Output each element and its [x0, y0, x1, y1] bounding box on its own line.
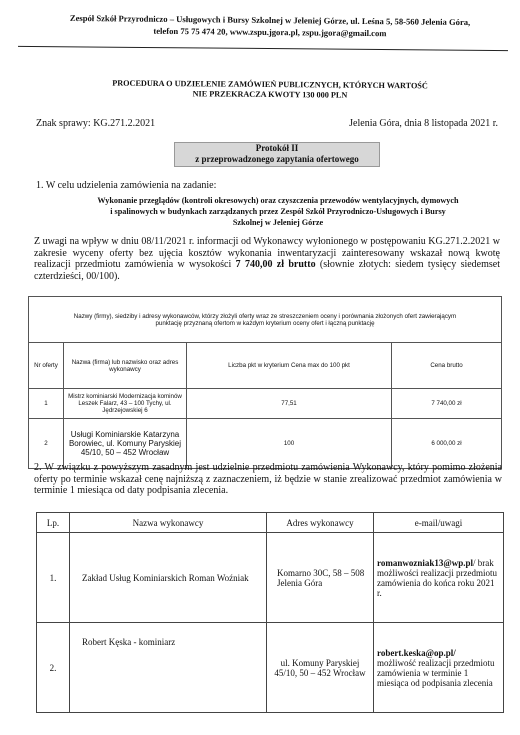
paragraph-amount-words: (słownie złotych: siedem tysięcy siedemset czterdzieści, 00/100).	[34, 259, 501, 282]
contractor-address: Komarno 30C, 58 – 508 Jelenia Góra	[267, 533, 374, 623]
section-1-paragraph	[34, 236, 500, 282]
contractors-header-lp: Lp.	[37, 513, 70, 533]
offer-nr: 2	[29, 419, 64, 469]
contractor-address: ul. Komuny Paryskiej 45/10, 50 – 452 Wrocław	[267, 623, 374, 713]
contractor-name: Zakład Usług Kominiarskich Roman Woźniak	[70, 533, 267, 623]
table-row	[37, 533, 504, 623]
paragraph-amount: 7 740,00 zł brutto	[235, 259, 316, 270]
offer-price: 7 740,00 zł	[392, 389, 502, 419]
contractors-header-address: Adres wykonawcy	[267, 513, 374, 533]
offers-header-price: Cena brutto	[392, 343, 502, 389]
contractor-lp: 2.	[37, 623, 70, 713]
procedure-title	[90, 78, 450, 101]
task-line-2: i spalinowych w budynkach zarządzanych przez Zespół Szkół Przyrodniczo-Usługowych i Bursy	[110, 207, 446, 216]
table-row	[29, 389, 502, 419]
procedure-title-line-1: PROCEDURA O UDZIELENIE ZAMÓWIEŃ PUBLICZNYCH, KTÓRYCH WARTOŚĆ	[112, 78, 428, 91]
offer-name: Mistrz kominiarski Modernizacja kominów Leszek Falarz, 43 – 100 Tychy, ul. Jędrzejowskiej 6	[64, 389, 187, 419]
offers-table	[28, 296, 502, 469]
letterhead-line-2: telefon 75 75 474 20, www.zspu.jgora.pl, zspu.jgora@gmail.com	[153, 25, 387, 39]
protocol-subtitle: z przeprowadzonego zapytania ofertowego	[195, 154, 359, 164]
offer-points: 100	[187, 419, 392, 469]
protocol-title-box	[174, 142, 380, 167]
task-description	[58, 195, 498, 228]
contractor-name: Robert Kęska - kominiarz	[70, 623, 267, 713]
task-line-3: Szkolnej w Jeleniej Górze	[232, 218, 324, 227]
table-row	[29, 419, 502, 469]
contractor-remark: / brak możliwości realizacji przedmiotu zamówienia do końca roku 2021 r.	[377, 557, 497, 598]
case-number: Znak sprawy: KG.271.2.2021	[36, 118, 156, 129]
section-1-intro: 1. W celu udzielenia zamówienia na zadanie:	[36, 180, 217, 191]
protocol-title: Protokół II	[255, 143, 299, 153]
contractor-email-remarks	[374, 533, 504, 623]
contractor-lp: 1.	[37, 533, 70, 623]
offer-nr: 1	[29, 389, 64, 419]
contractor-email: robert.keska@op.pl/	[377, 647, 456, 658]
task-line-1: Wykonanie przeglądów (kontroli okresowych) oraz czyszczenia przewodów wentylacyjnych, dymowych	[97, 196, 459, 205]
contractors-header-name: Nazwa wykonawcy	[70, 513, 267, 533]
school-letterhead	[60, 12, 480, 40]
table-row	[37, 623, 504, 713]
section-2-paragraph: 2. W związku z powyższym zasadnym jest udzielnie przedmiotu zamówienia Wykonawcy, który pomimo złożenia oferty po terminie wskazał cenę najniższą z zaznaczeniem, iż będzie w stanie zrealizować przedmiot zamówienia w terminie 1 miesiąca od daty podpisania zlecenia.	[34, 462, 502, 496]
letterhead-line-1: Zespół Szkół Przyrodniczo – Usługowych i Bursy Szkolnej w Jeleniej Górze, ul. Leśna 5, 58-560 Jelenia Góra,	[69, 12, 471, 28]
contractors-header-email: e-mail/uwagi	[374, 513, 504, 533]
offer-points: 77,51	[187, 389, 392, 419]
place-date: Jelenia Góra, dnia 8 listopada 2021 r.	[349, 118, 498, 129]
contractor-remark: możliwość realizacji przedmiotu zamówienia w terminie 1 miesiąca od podpisania zlecenia	[377, 657, 495, 688]
offers-header-points: Liczba pkt w kryterium Cena max do 100 pkt	[187, 343, 392, 389]
offers-table-caption: Nazwy (firmy), siedziby i adresy wykonawców, którzy złożyli oferty wraz ze streszczeniem oceny i porównania złożonych ofert zawierającym punktację przyznaną ofertom w każdym kryterium oceny ofert i łączną punktację	[29, 297, 502, 343]
contractors-table	[36, 512, 504, 713]
offers-header-nr: Nr oferty	[29, 343, 64, 389]
contractor-email-remarks	[374, 623, 504, 713]
contractor-email: romanwozniak13@wp.pl	[377, 557, 473, 568]
header-divider	[18, 46, 508, 51]
offers-header-name: Nazwa (firma) lub nazwisko oraz adres wykonawcy	[64, 343, 187, 389]
offer-price: 6 000,00 zł	[392, 419, 502, 469]
procedure-title-line-2: NIE PRZEKRACZA KWOTY 130 000 PLN	[192, 89, 348, 100]
offer-name: Usługi Kominiarskie Katarzyna Borowiec, ul. Komuny Paryskiej 45/10, 50 – 452 Wrocław	[64, 419, 187, 469]
paragraph-text: Z uwagi na wpływ w dniu 08/11/2021 r. informacji od Wykonawcy wyłonionego w postępowaniu KG.271.2.2021 w zakresie wyceny oferty bez ujęcia kosztów wykonania inwentaryzacji zainteresowany wskazał nową kwotę realizacji przedmiotu zamówienia w wysokości	[34, 236, 500, 270]
